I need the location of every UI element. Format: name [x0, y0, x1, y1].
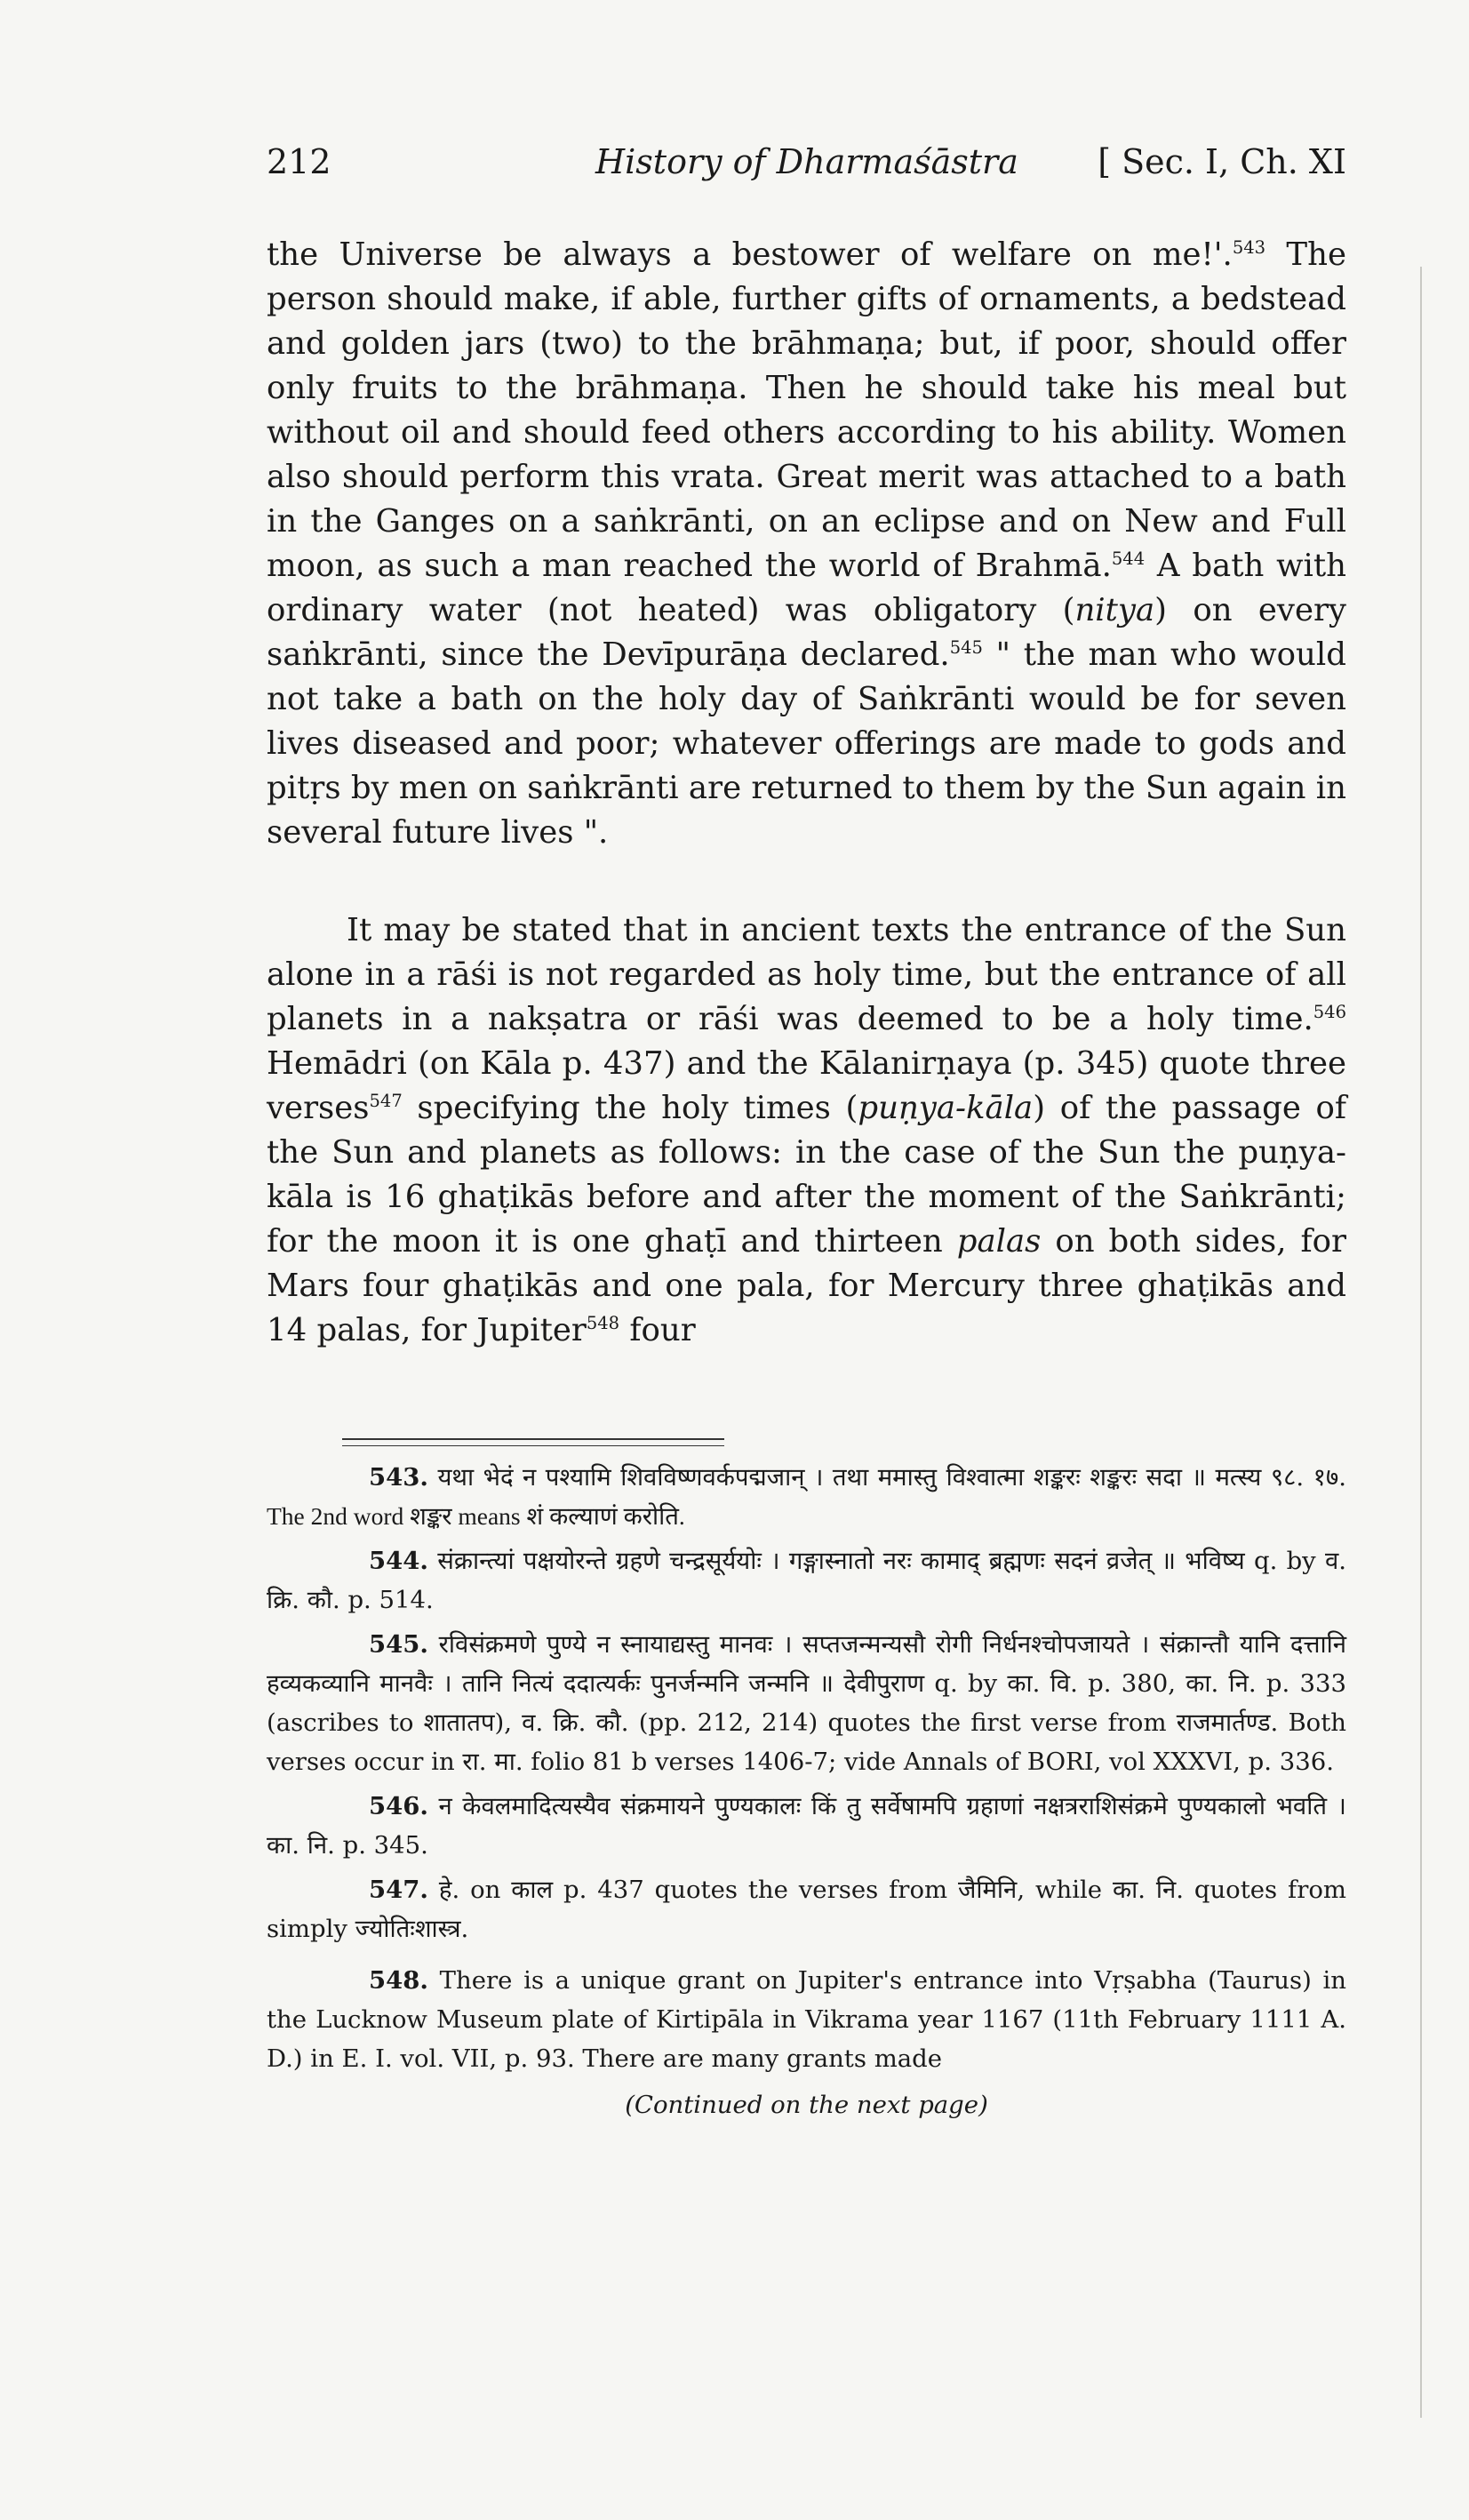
footnote-547: 547. हे. on काल p. 437 quotes the verses from जैमिनि, while का. नि. quotes from simply ज्योतिःशास्त्र.	[267, 1876, 1346, 1943]
footnote-546: 546. न केवलमादित्यस्यैव संक्रमायने पुण्यकालः किं तु सर्वेषामपि ग्रहाणां नक्षत्रराशिसंक्रमे पुण्यकालो भवति । का. नि. p. 345.	[267, 1792, 1346, 1860]
running-header	[267, 142, 1346, 196]
footnote-ref-544[interactable]: 544	[1111, 548, 1146, 570]
paragraph-2: It may be stated that in ancient texts the entrance of the Sun alone in a rāśi is not regarded as holy time, but the entrance of all planets in a nakṣatra or rāśi was deemed to be a holy time.$^{546}$ Hemādri (on Kāla p. 437) and the Kālanirṇaya (p. 345) quote three verses$^{547}$ specifying the holy times (puṇya-kāla) of the passage of the Sun and planets as follows: in the case of the Sun the puṇya-kāla is 16 ghaṭikās before and after the moment of the Saṅkrānti; for the moon it is one ghaṭī and thirteen palas on both sides, for Mars four ghaṭikās and one pala, for Mercury three ghaṭikās and 14 palas, for Jupiter$^{548}$ four	[267, 912, 1346, 1348]
footnote-ref-548[interactable]: 548	[586, 1313, 620, 1334]
term-punya-kala: puṇya-kāla	[858, 1090, 1034, 1126]
footnote-ref-543[interactable]: 543	[1232, 237, 1266, 259]
term-palas: palas	[956, 1223, 1042, 1260]
continued-note: (Continued on the next page)	[625, 2091, 988, 2119]
margin-rule	[1420, 267, 1422, 2418]
footnote-divider	[342, 1438, 724, 1446]
footnote-ref-545[interactable]: 545	[949, 637, 983, 659]
term-nitya: nitya	[1074, 592, 1155, 628]
footnotes	[267, 1458, 1346, 2124]
footnote-ref-547[interactable]: 547	[369, 1091, 403, 1112]
main-text	[267, 233, 1346, 1353]
paragraph-1: the Universe be always a bestower of welfare on me!'.$^{543}$ The person should make, if able, further gifts of ornaments, a bedstead and golden jars (two) to the brāhmaṇa; but, if poor, should offer only fruits to the brāhmaṇa. Then he should take his meal but without oil and should feed others according to his ability. Women also should perform this vrata. Great merit was attached to a bath in the Ganges on a saṅkrānti, on an eclipse and on New and Full moon, as such a man reached the world of Brahmā.$^{544}$ A bath with ordinary water (not heated) was obligatory (nitya) on every saṅkrānti, since the Devīpurāṇa declared.$^{545}$ " the man who would not take a bath on the holy day of Saṅkrānti would be for seven lives diseased and poor; whatever offerings are made to gods and pitṛs by men on saṅkrānti are returned to them by the Sun again in several future lives ".	[267, 236, 1346, 851]
footnote-545: 545. रविसंक्रमणे पुण्ये न स्नायाद्यस्तु मानवः । सप्तजन्मन्यसौ रोगी निर्धनश्चोपजायते । संक्रान्तौ यानि दत्तानि हव्यकव्यानि मानवैः । तानि नित्यं ददात्यर्कः पुनर्जन्मनि जन्मनि ॥ देवीपुराण q. by का. वि. p. 380, का. नि. p. 333 (ascribes to शातातप), व. क्रि. कौ. (pp. 212, 214) quotes the first verse from राजमार्तण्ड. Both verses occur in रा. मा. folio 81 b verses 1406-7; vide Annals of BORI, vol XXXVI, p. 336.	[267, 1630, 1346, 1776]
running-title: History of Dharmaśāstra	[595, 142, 1018, 181]
footnote-544: 544. संक्रान्त्यां पक्षयोरन्ते ग्रहणे चन्द्रसूर्ययोः । गङ्गास्नातो नरः कामाद् ब्रह्मणः सदनं व्रजेत् ॥ भविष्य q. by व. क्रि. कौ. p. 514.	[267, 1547, 1346, 1614]
page-number: 212	[267, 142, 331, 181]
section-label: [ Sec. I, Ch. XI	[1098, 142, 1346, 181]
footnote-543: 543. यथा भेदं न पश्यामि शिवविष्णवर्कपद्मजान् । तथा ममास्तु विश्वात्मा शङ्करः शङ्करः सदा ॥ मत्स्य ९८. १७. The 2nd word शङ्कर means शं कल्याणं करोति.	[267, 1463, 1346, 1530]
footnote-548: 548. There is a unique grant on Jupiter's entrance into Vṛṣabha (Taurus) in the Lucknow Museum plate of Kirtipāla in Vikrama year 1167 (11th February 1111 A. D.) in E. I. vol. VII, p. 93. There are many grants made	[267, 1966, 1346, 2073]
footnote-ref-546[interactable]: 546	[1313, 1002, 1346, 1023]
